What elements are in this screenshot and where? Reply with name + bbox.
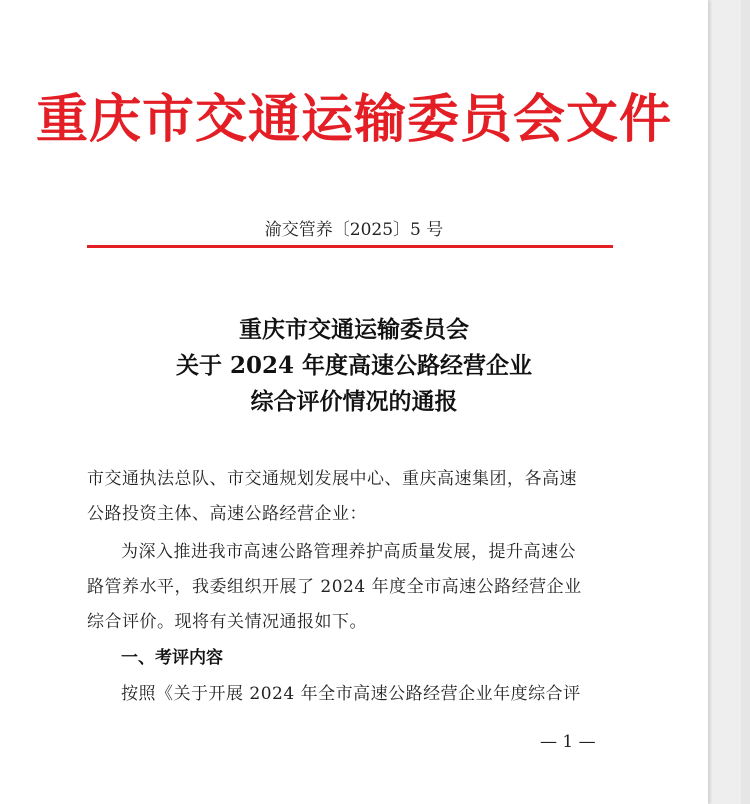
paragraph-line: 综合评价。现将有关情况通报如下。 (87, 612, 367, 632)
notice-title (0, 312, 708, 420)
red-divider-line (87, 245, 613, 248)
notice-title-line: 综合评价情况的通报 (250, 388, 458, 415)
notice-title-line: 关于 2024 年度高速公路经营企业 (175, 352, 533, 379)
addressee-line: 公路投资主体、高速公路经营企业： (87, 504, 367, 524)
paragraph-line: 为深入推进我市高速公路管理养护高质量发展，提升高速公 (121, 542, 576, 562)
paragraph-line: 按照《关于开展 2024 年全市高速公路经营企业年度综合评 (121, 684, 581, 704)
paragraph-line: 路管养水平，我委组织开展了 2024 年度全市高速公路经营企业 (87, 577, 582, 597)
document-number: 渝交管养〔2025〕5 号 (264, 220, 444, 240)
section-paragraph (87, 677, 623, 712)
notice-title-line: 重庆市交通运输委员会 (239, 316, 469, 343)
document-header-title: 重庆市交通运输委员会文件 (35, 89, 672, 150)
vertical-scrollbar[interactable] (741, 0, 750, 804)
addressee-line: 市交通执法总队、市交通规划发展中心、重庆高速集团，各高速 (87, 469, 577, 489)
intro-paragraph (87, 535, 623, 640)
addressee-paragraph (87, 462, 623, 532)
section-heading: 一、考评内容 (121, 648, 223, 668)
page-number: — 1 — (540, 732, 596, 752)
